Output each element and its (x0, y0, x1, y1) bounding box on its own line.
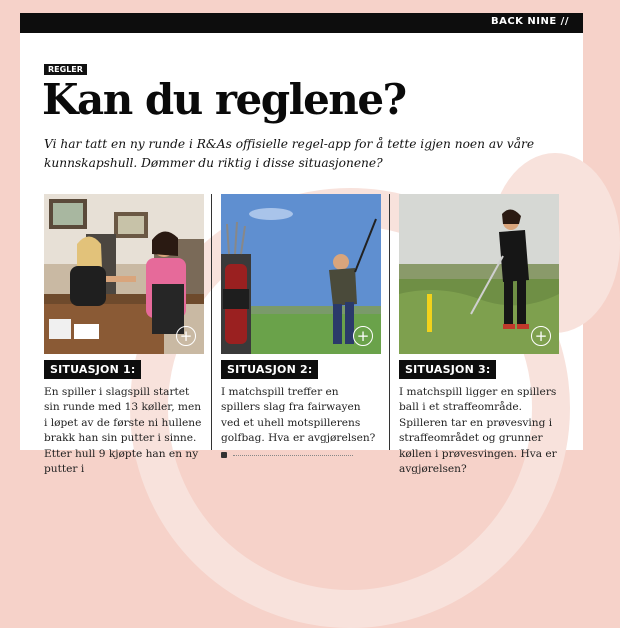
column-divider (211, 194, 212, 450)
faded-option-text (233, 454, 353, 456)
situation-card-3 (399, 194, 559, 477)
section-header-bar (20, 13, 583, 33)
situation-1-photo (44, 194, 204, 354)
expand-plus-icon[interactable]: + (176, 326, 196, 346)
article-intro: Vi har tatt en ny runde i R&As offisielle regel-app for å tette igjen noen av våre kunnskapshull. Dømmer du riktig i disse situasjonene? (44, 137, 535, 170)
situation-2-label: SITUASJON 2: (221, 360, 318, 379)
section-label: BACK NINE // (490, 16, 569, 27)
column-divider (389, 194, 390, 450)
situation-3-text: I matchspill ligger en spillers ball i et straffeområde. Spilleren tar en prøvesving i straffeområdet og grunner køllen i prøvesvingen. Hva er avgjørelsen? (399, 386, 557, 476)
situation-card-1 (44, 194, 204, 477)
situation-3-photo (399, 194, 559, 354)
situation-3-label: SITUASJON 3: (399, 360, 496, 379)
category-badge: REGLER (44, 64, 87, 75)
expand-plus-icon[interactable]: + (353, 326, 373, 346)
magazine-page (20, 13, 583, 476)
situation-1-text: En spiller i slagspill startet sin runde med 13 køller, men i løpet av de første ni hullene brakk han sin putter i sinne. Etter hull 9 kjøpte han en ny putter i (44, 386, 202, 476)
situation-2-photo (221, 194, 381, 354)
situation-1-label: SITUASJON 1: (44, 360, 141, 379)
answer-option[interactable] (221, 452, 381, 458)
expand-plus-icon[interactable]: + (531, 326, 551, 346)
situation-card-2 (221, 194, 381, 458)
article-title: Kan du reglene? (42, 75, 406, 124)
situation-2-text: I matchspill treffer en spillers slag fra fairwayen ved et uhell motspillerens golfbag. Hva er avgjørelsen? (221, 386, 376, 445)
bullet-icon (221, 452, 227, 458)
